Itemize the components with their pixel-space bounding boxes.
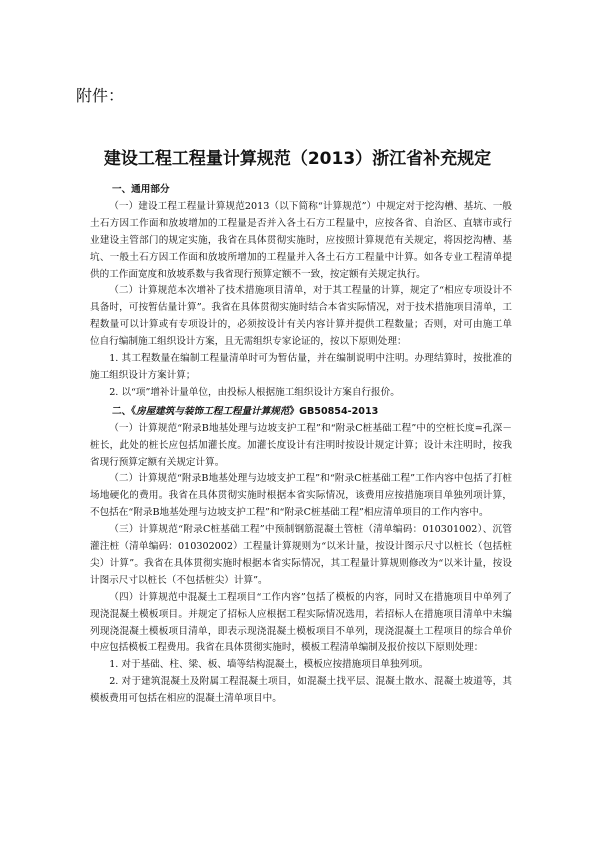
heading-prefix: 二、《	[112, 405, 136, 417]
heading-standard-code: GB50854-2013	[299, 405, 379, 417]
paragraph: （四）计算规范中混凝土工程项目“工作内容”包括了模板的内容，同时又在措施项目中单列了现浇混凝土模板项目。并规定了招标人应根据工程实际情况选用，若招标人在措施项目清单中未编列现浇混凝土模板项目清单，即表示现浇混凝土模板项目不单列，现浇混凝土工程项目的综合单价中应包括模板工程费用。我省在具体贯彻实施时，模板工程清单编制及报价按以下原则处理：	[90, 591, 512, 654]
list-item: 2. 以“项”增补计量单位，由投标人根据施工组织设计方案自行报价。	[109, 386, 400, 398]
paragraph: （三）计算规范“附录C桩基础工程”中预制钢筋混凝土管桩（清单编码：010301002）、沉管灌注桩（清单编码：010302002）工程量计算规则为“以米计量，按设计图示尺寸以桩长（包括桩尖）计算”。我省在具体贯彻实施时根据本省实际情况，其工程量计算规则修改为“以米计量，按设计图示尺寸以桩长（不包括桩尖）计算”。	[90, 524, 512, 586]
heading-book-title: 房屋建筑与装饰工程工程量计算规范	[135, 405, 290, 417]
list-item: 2. 对于建筑混凝土及附属工程混凝土项目，如混凝土找平层、混凝土散水、混凝土坡道等，其模板费用可包括在相应的混凝土清单项目中。	[90, 676, 512, 705]
paragraph: （二）计算规范“附录B地基处理与边坡支护工程”和“附录C桩基础工程”工作内容中包括了打桩场地硬化的费用。我省在具体贯彻实施时根据本省实际情况，该费用应按措施项目单独列项计算，不包括在“附录B地基处理与边坡支护工程”和“附录C桩基础工程”相应清单项目的工作内容中。	[90, 473, 512, 519]
section-heading-general: 一、通用部分	[112, 184, 170, 195]
list-item: 1. 对于基础、柱、梁、板、墙等结构混凝土，模板应按措施项目单独列项。	[109, 659, 429, 671]
paragraph: （一）建设工程工程量计算规范2013（以下简称“计算规范”）中规定对于挖沟槽、基坑、一般土石方因工作面和放坡增加的工程量是否并入各土石方工程量中，应按各省、自治区、直辖市或行业建设主管部门的规定实施，我省在具体贯彻实施时，应按照计算规范有关规定，将因挖沟槽、基坑、一般土石方因工作面和放坡所增加的工程量并入各土石方工程量中计算。如各专业工程清单提供的工作面宽度和放坡系数与我省现行预算定额不一致，按定额有关规定执行。	[90, 200, 512, 280]
paragraph: （二）计算规范本次增补了技术措施项目清单，对于其工程量的计算，规定了“相应专项设计不具备时，可按暂估量计算”。我省在具体贯彻实施时结合本省实际情况，对于技术措施项目清单，工程数量可以计算或有专项设计的，必须按设计有关内容计算并提供工程数量；否则，对可由施工单位自行编制施工组织设计方案，且无需组织专家论证的，按以下原则处理：	[90, 285, 512, 348]
section-heading-building	[90, 404, 512, 421]
document-title: 建设工程工程量计算规范（2013）浙江省补充规定	[103, 149, 492, 169]
attachment-label: 附件：	[76, 86, 125, 105]
list-item: 1. 其工程数量在编制工程量清单时可为暂估量，并在编制说明中注明。办理结算时，按批准的施工组织设计方案计算；	[90, 353, 512, 381]
document-body	[90, 182, 512, 708]
paragraph: （一）计算规范“附录B地基处理与边坡支护工程”和“附录C桩基础工程”中的空桩长度=孔深－桩长，此处的桩长应包括加灌长度。加灌长度设计有注明时按设计规定计算；设计未注明时，按我省现行预算定额有关规定计算。	[90, 422, 512, 468]
heading-suffix: 》	[289, 405, 300, 417]
